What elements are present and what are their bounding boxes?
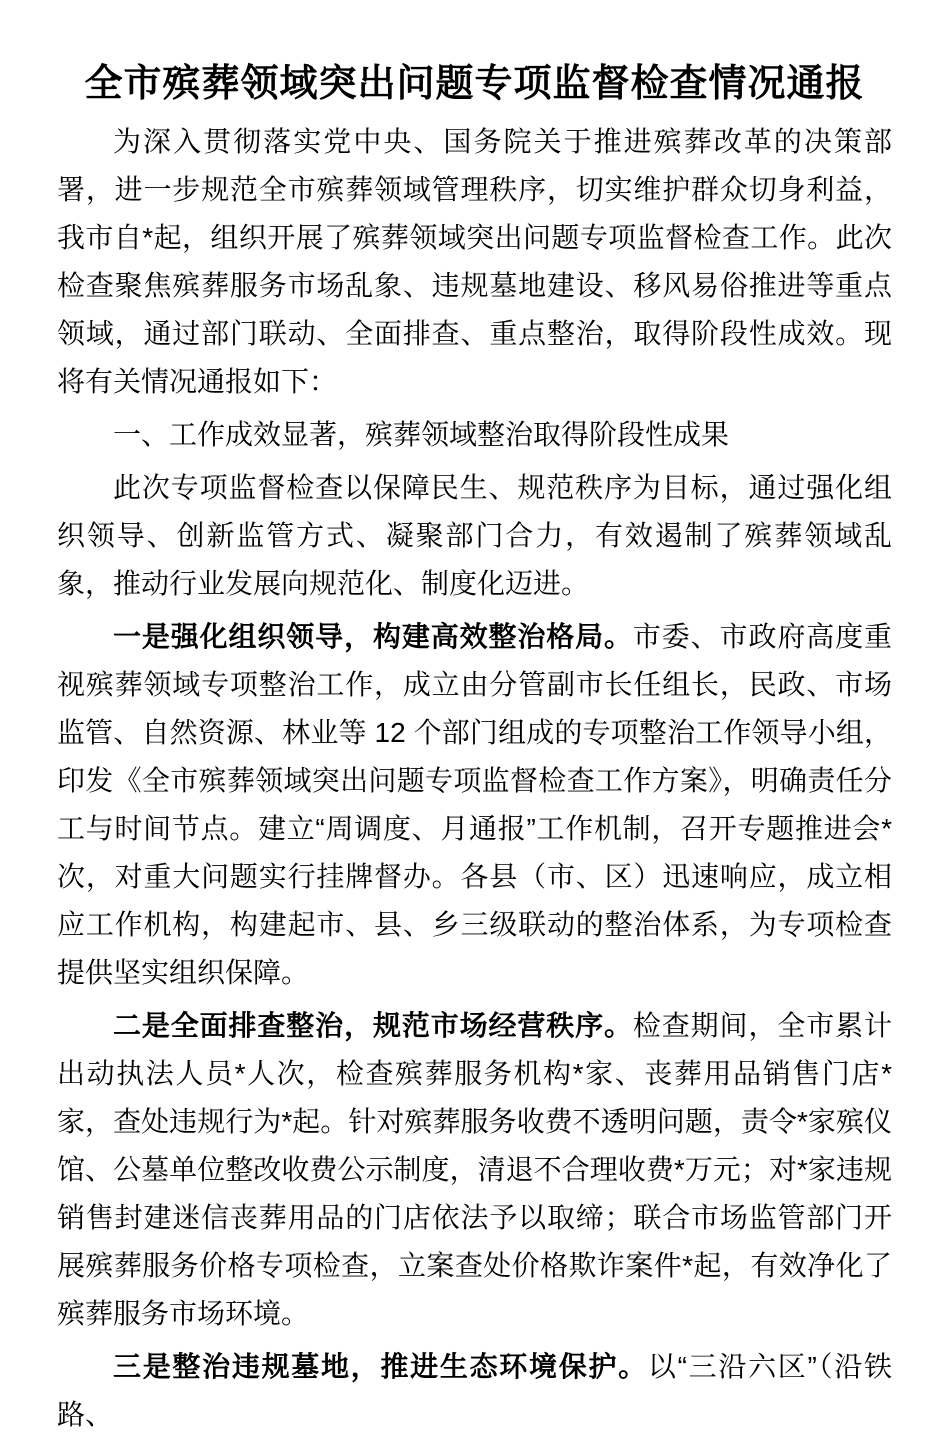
section-heading: 一、工作成效显著，殡葬领域整治取得阶段性成果 xyxy=(113,419,730,450)
document-body xyxy=(57,118,892,1439)
document-title: 全市殡葬领域突出问题专项监督检查情况通报 xyxy=(84,63,865,105)
paragraph-lead: 三是整治违规墓地，推进生态环境保护。 xyxy=(113,1351,648,1382)
paragraph-lead: 一是强化组织领导，构建高效整治格局。 xyxy=(113,621,633,652)
paragraph: 此次专项监督检查以保障民生、规范秩序为目标，通过强化组织领导、创新监管方式、凝聚部门合力，有效遏制了殡葬领域乱象，推动行业发展向规范化、制度化迈进。 xyxy=(57,472,892,599)
paragraph: 二是全面排查整治，规范市场经营秩序。检查期间，全市累计出动执法人员*人次，检查殡葬服务机构*家、丧葬用品销售门店*家，查处违规行为*起。针对殡葬服务收费不透明问题，责令*家殡仪馆、公墓单位整改收费公示制度，清退不合理收费*万元；对*家违规销售封建迷信丧葬用品的门店依法予以取缔；联合市场监管部门开展殡葬服务价格专项检查，立案查处价格欺诈案件*起，有效净化了殡葬服务市场环境。 xyxy=(57,1010,892,1329)
paragraph-lead: 二是全面排查整治，规范市场经营秩序。 xyxy=(113,1010,633,1041)
paragraph: 三是整治违规墓地，推进生态环境保护。以“三沿六区”（沿铁路、 xyxy=(57,1351,892,1430)
paragraph: 为深入贯彻落实党中央、国务院关于推进殡葬改革的决策部署，进一步规范全市殡葬领域管理秩序，切实维护群众切身利益，我市自*起，组织开展了殡葬领域突出问题专项监督检查工作。此次检查聚焦殡葬服务市场乱象、违规墓地建设、移风易俗推进等重点领域，通过部门联动、全面排查、重点整治，取得阶段性成效。现将有关情况通报如下： xyxy=(57,126,892,397)
paragraph: 一是强化组织领导，构建高效整治格局。市委、市政府高度重视殡葬领域专项整治工作，成立由分管副市长任组长，民政、市场监管、自然资源、林业等 12 个部门组成的专项整治工作领导小组，印发《全市殡葬领域突出问题专项监督检查工作方案》，明确责任分工与时间节点。建立“周调度、月通报”工作机制，召开专题推进会*次，对重大问题实行挂牌督办。各县（市、区）迅速响应，成立相应工作机构，构建起市、县、乡三级联动的整治体系，为专项检查提供坚实组织保障。 xyxy=(57,621,892,988)
